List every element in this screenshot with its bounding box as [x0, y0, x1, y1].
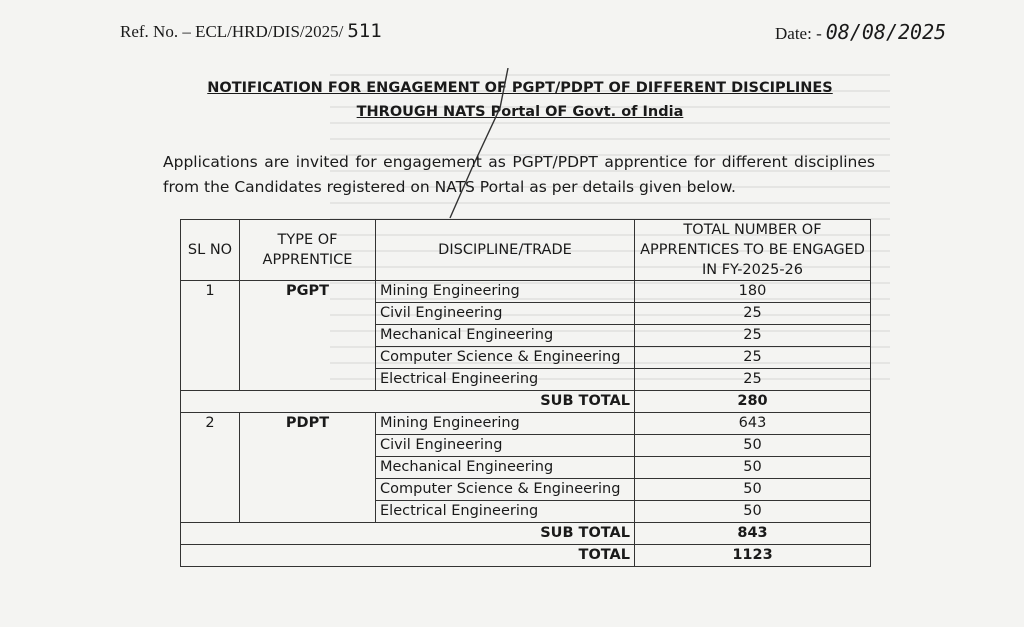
count-cell: 50 [635, 457, 871, 479]
date-handwritten-value: 08/08/2025 [825, 20, 947, 44]
group-sl: 2 [181, 413, 240, 523]
count-cell: 50 [635, 501, 871, 523]
count-cell: 643 [635, 413, 871, 435]
count-cell: 50 [635, 435, 871, 457]
discipline-cell: Electrical Engineering [376, 501, 635, 523]
header-sl-no: SL NO [181, 220, 240, 281]
discipline-cell: Computer Science & Engineering [376, 479, 635, 501]
date-label: Date: - [775, 24, 822, 43]
header-type: TYPE OF APPRENTICE [240, 220, 376, 281]
count-cell: 25 [635, 325, 871, 347]
subtotal-label: SUB TOTAL [181, 523, 635, 545]
subtotal-label: SUB TOTAL [181, 391, 635, 413]
table-header-row [181, 220, 871, 281]
date [775, 20, 946, 44]
group-sl: 1 [181, 281, 240, 391]
count-cell: 25 [635, 347, 871, 369]
group-type: PDPT [240, 413, 376, 523]
discipline-cell: Civil Engineering [376, 435, 635, 457]
count-cell: 50 [635, 479, 871, 501]
count-cell: 25 [635, 303, 871, 325]
group-type: PGPT [240, 281, 376, 391]
notification-title-line1: NOTIFICATION FOR ENGAGEMENT OF PGPT/PDPT OF DIFFERENT DISCIPLINES [207, 80, 833, 96]
discipline-cell: Computer Science & Engineering [376, 347, 635, 369]
total-label: TOTAL [181, 545, 635, 567]
subtotal-row [181, 523, 871, 545]
discipline-cell: Mining Engineering [376, 413, 635, 435]
total-value: 1123 [635, 545, 871, 567]
notification-title-line2: THROUGH NATS Portal OF Govt. of India [356, 104, 684, 120]
discipline-cell: Mechanical Engineering [376, 457, 635, 479]
table-row [181, 413, 871, 435]
ref-label: Ref. No. – ECL/HRD/DIS/2025/ [120, 22, 344, 41]
subtotal-value: 280 [635, 391, 871, 413]
header-total: TOTAL NUMBER OF APPRENTICES TO BE ENGAGED IN FY-2025-26 [635, 220, 871, 281]
count-cell: 180 [635, 281, 871, 303]
subtotal-value: 843 [635, 523, 871, 545]
total-row [181, 545, 871, 567]
header-discipline: DISCIPLINE/TRADE [376, 220, 635, 281]
reference-number [120, 20, 382, 42]
discipline-cell: Mechanical Engineering [376, 325, 635, 347]
discipline-cell: Mining Engineering [376, 281, 635, 303]
discipline-cell: Civil Engineering [376, 303, 635, 325]
discipline-cell: Electrical Engineering [376, 369, 635, 391]
intro-paragraph: Applications are invited for engagement as PGPT/PDPT apprentice for different disciplines from the Candidates registered on NATS Portal as per details given below. [163, 153, 875, 196]
count-cell: 25 [635, 369, 871, 391]
ref-handwritten-number: 511 [347, 20, 382, 42]
table-row [181, 281, 871, 303]
apprentice-table [180, 219, 871, 567]
subtotal-row [181, 391, 871, 413]
